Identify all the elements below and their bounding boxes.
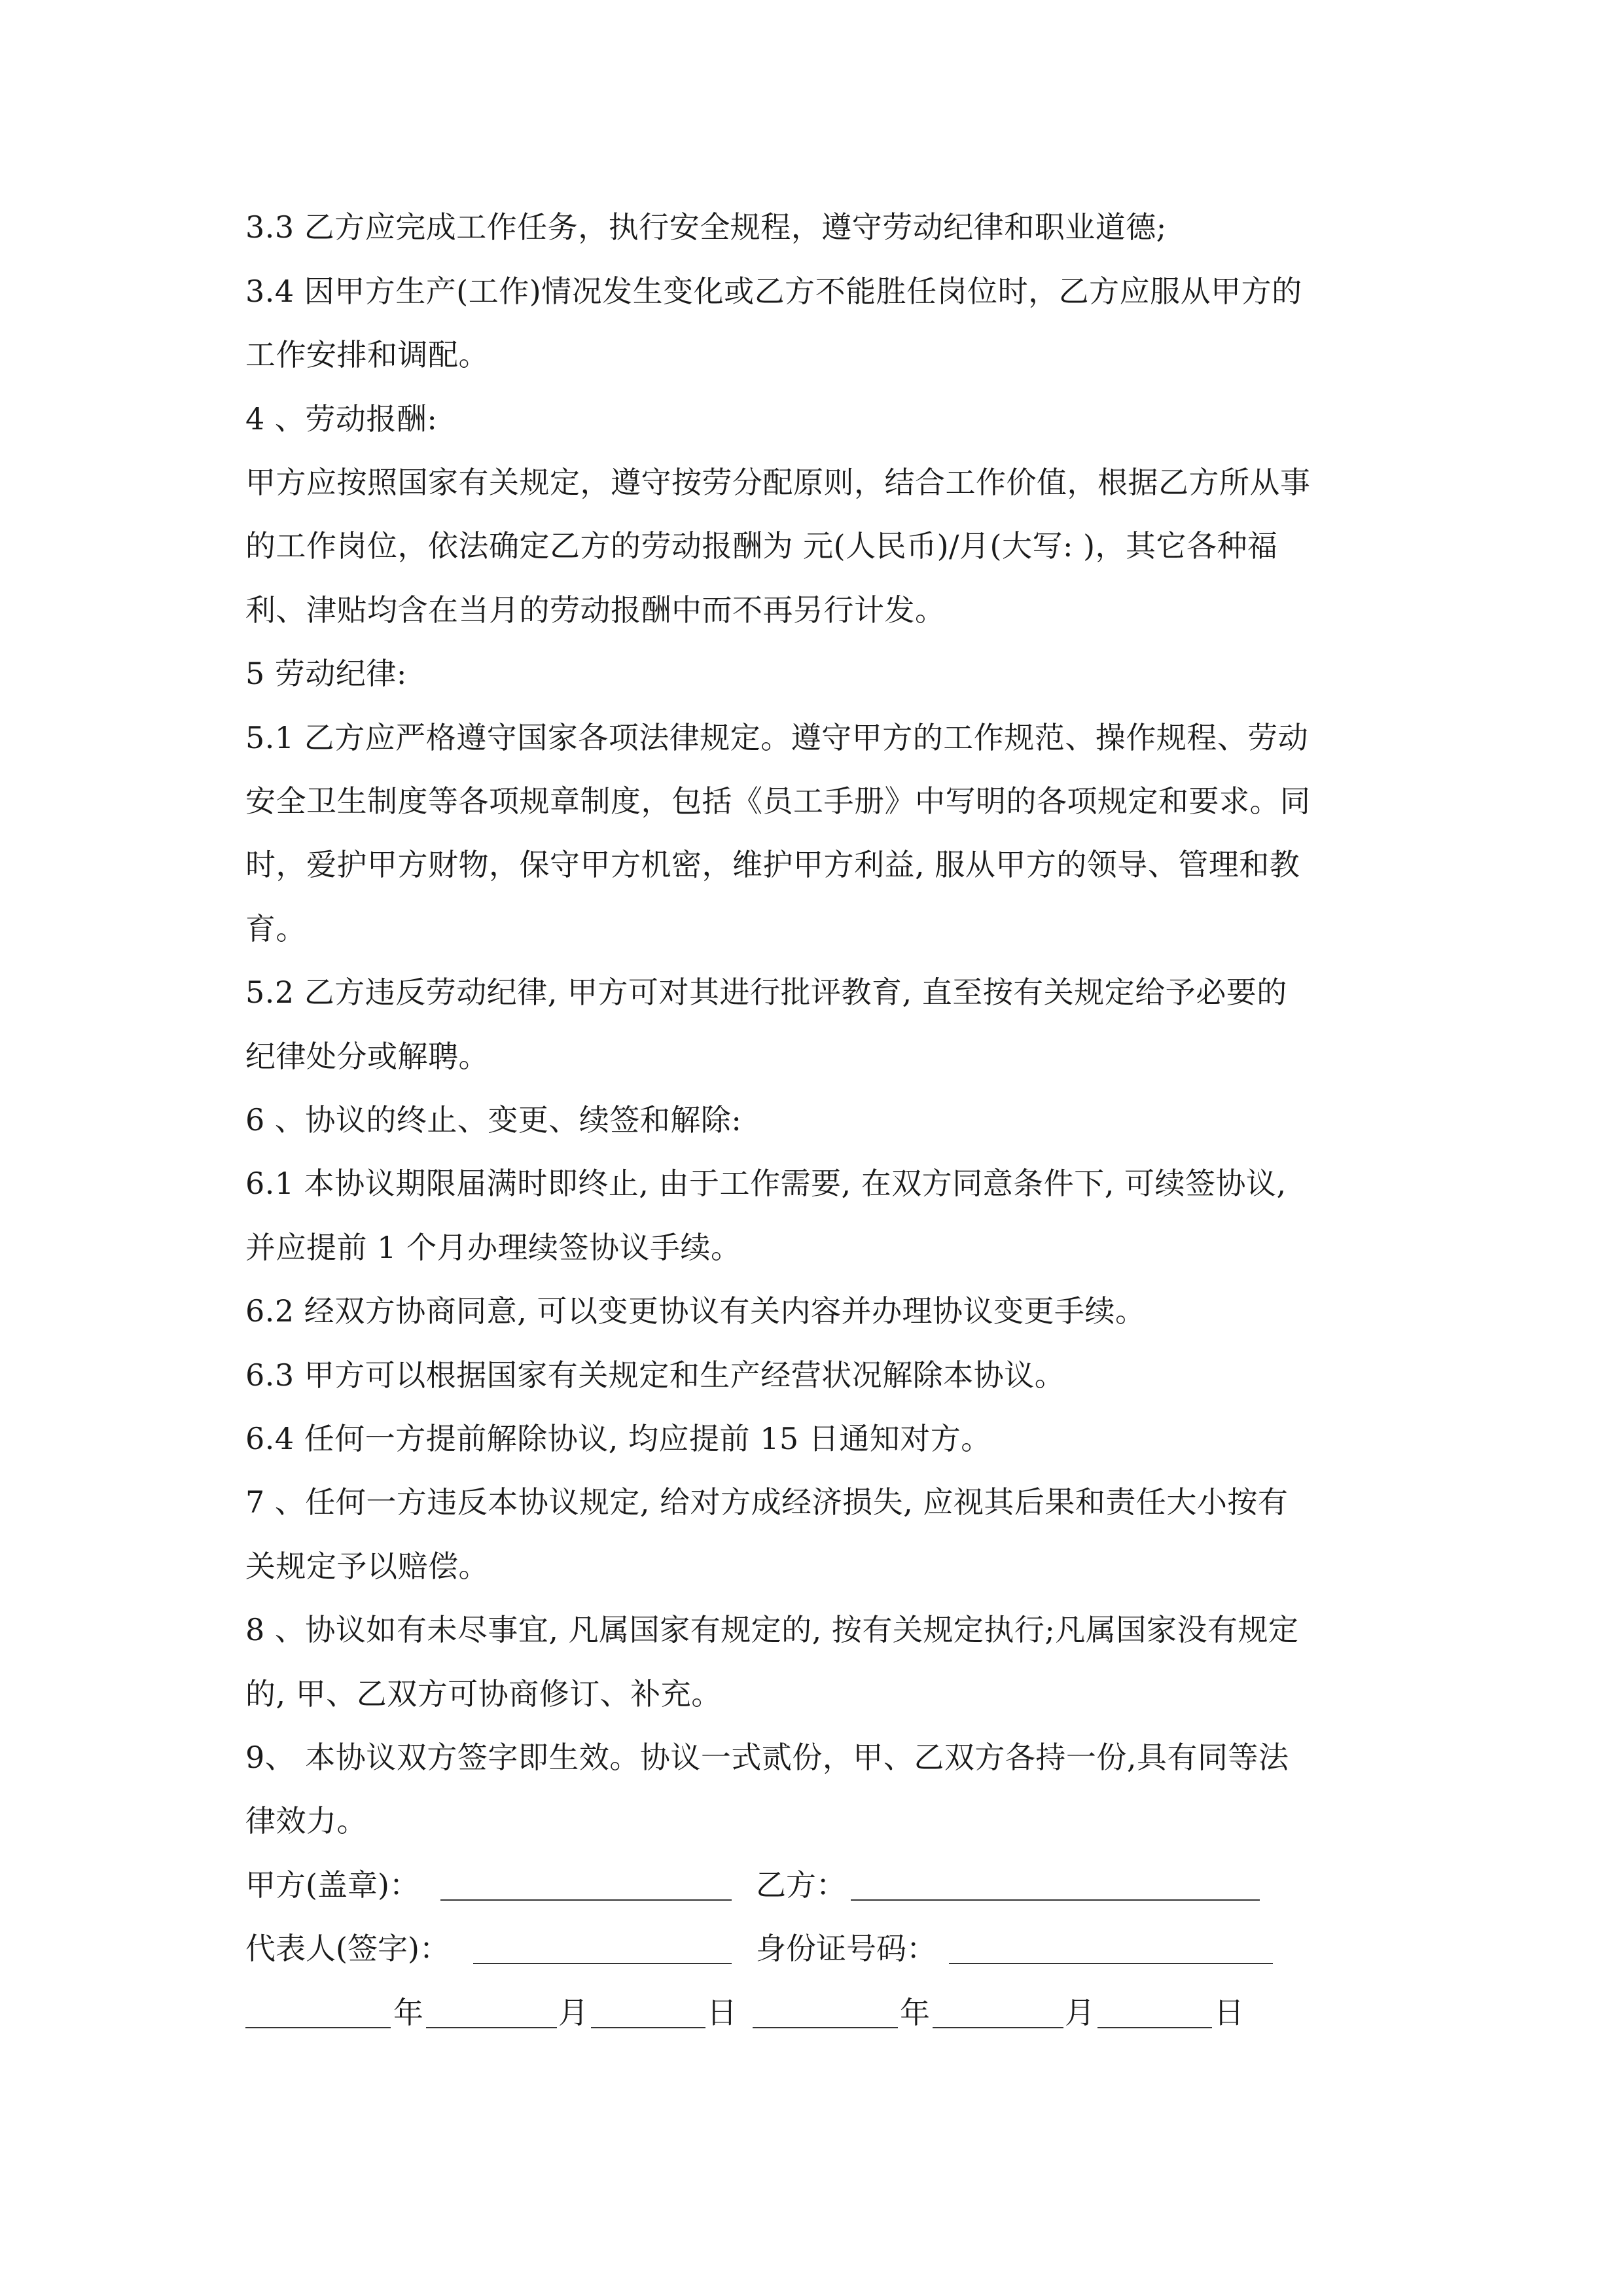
party-a-day-field[interactable] xyxy=(591,1993,705,2028)
clause-5-1-cont: 育。 xyxy=(245,911,306,946)
clause-3-4-cont: 工作安排和调配。 xyxy=(245,337,489,372)
signature-row-dates xyxy=(245,1993,1397,2032)
section-4-paragraph: 甲方应按照国家有关规定，遵守按劳分配原则，结合工作价值，根据乙方所从事 xyxy=(245,465,1311,500)
clause-5-2: 5.2 乙方违反劳动纪律, 甲方可对其进行批评教育, 直至按有关规定给予必要的 xyxy=(245,975,1287,1010)
clause-5-1-cont: 安全卫生制度等各项规章制度，包括《员工手册》中写明的各项规定和要求。同 xyxy=(245,783,1311,819)
clause-5-1: 5.1 乙方应严格遵守国家各项法律规定。遵守甲方的工作规范、操作规程、劳动 xyxy=(245,720,1309,755)
party-b-name-field[interactable] xyxy=(851,1865,1260,1901)
clause-6-4: 6.4 任何一方提前解除协议, 均应提前 15 日通知对方。 xyxy=(245,1421,991,1456)
section-7-cont: 关规定予以赔偿。 xyxy=(245,1549,489,1584)
clause-5-1-cont: 时，爱护甲方财物，保守甲方机密，维护甲方利益, 服从甲方的领导、管理和教 xyxy=(245,847,1300,882)
clause-6-1-cont: 并应提前 1 个月办理续签协议手续。 xyxy=(245,1230,741,1265)
party-b-day-label: 日 xyxy=(1214,1995,1244,2030)
section-8-cont: 的, 甲、乙双方可协商修订、补充。 xyxy=(245,1676,722,1712)
section-9: 9、 本协议双方签字即生效。协议一式贰份，甲、乙双方各持一份,具有同等法 xyxy=(245,1740,1289,1775)
section-4-heading: 4 、劳动报酬: xyxy=(245,401,438,437)
section-5-heading: 5 劳动纪律: xyxy=(245,656,407,691)
party-b-label: 乙方： xyxy=(756,1867,846,1903)
signature-row-representative xyxy=(245,1929,1397,1968)
clause-6-2: 6.2 经双方协商同意, 可以变更协议有关内容并办理协议变更手续。 xyxy=(245,1293,1146,1329)
party-a-day-label: 日 xyxy=(707,1995,737,2030)
section-4-paragraph-cont: 的工作岗位，依法确定乙方的劳动报酬为 元(人民币)/月(大写: )，其它各种福 xyxy=(245,528,1278,564)
signature-row-parties xyxy=(245,1865,1397,1905)
clause-6-1: 6.1 本协议期限届满时即终止, 由于工作需要, 在双方同意条件下, 可续签协议, xyxy=(245,1166,1287,1201)
party-a-month-field[interactable] xyxy=(426,1993,557,2028)
id-number-label: 身份证号码： xyxy=(756,1931,936,1966)
representative-signature-field[interactable] xyxy=(473,1929,732,1964)
section-6-heading: 6 、协议的终止、变更、续签和解除: xyxy=(245,1102,742,1138)
clause-5-2-cont: 纪律处分或解聘。 xyxy=(245,1039,489,1074)
id-number-field[interactable] xyxy=(949,1929,1273,1964)
party-a-year-label: 年 xyxy=(393,1995,423,2030)
section-8: 8 、协议如有未尽事宜, 凡属国家有规定的, 按有关规定执行;凡属国家没有规定 xyxy=(245,1612,1299,1647)
clause-3-4: 3.4 因甲方生产(工作)情况发生变化或乙方不能胜任岗位时，乙方应服从甲方的 xyxy=(245,274,1302,309)
representative-label: 代表人(签字)： xyxy=(245,1931,450,1966)
party-a-label: 甲方(盖章)： xyxy=(245,1867,419,1903)
clause-6-3: 6.3 甲方可以根据国家有关规定和生产经营状况解除本协议。 xyxy=(245,1357,1065,1393)
party-a-seal-field[interactable] xyxy=(440,1865,732,1901)
party-b-year-field[interactable] xyxy=(753,1993,898,2028)
party-b-day-field[interactable] xyxy=(1097,1993,1212,2028)
party-a-month-label: 月 xyxy=(558,1995,588,2030)
party-b-month-label: 月 xyxy=(1065,1995,1095,2030)
party-a-year-field[interactable] xyxy=(245,1993,391,2028)
party-b-year-label: 年 xyxy=(900,1995,930,2030)
section-7: 7 、任何一方违反本协议规定, 给对方成经济损失, 应视其后果和责任大小按有 xyxy=(245,1484,1289,1520)
party-b-month-field[interactable] xyxy=(933,1993,1063,2028)
section-9-cont: 律效力。 xyxy=(245,1803,367,1839)
clause-3-3: 3.3 乙方应完成工作任务，执行安全规程，遵守劳动纪律和职业道德; xyxy=(245,209,1167,245)
section-4-paragraph-cont: 利、津贴均含在当月的劳动报酬中而不再另行计发。 xyxy=(245,592,946,628)
